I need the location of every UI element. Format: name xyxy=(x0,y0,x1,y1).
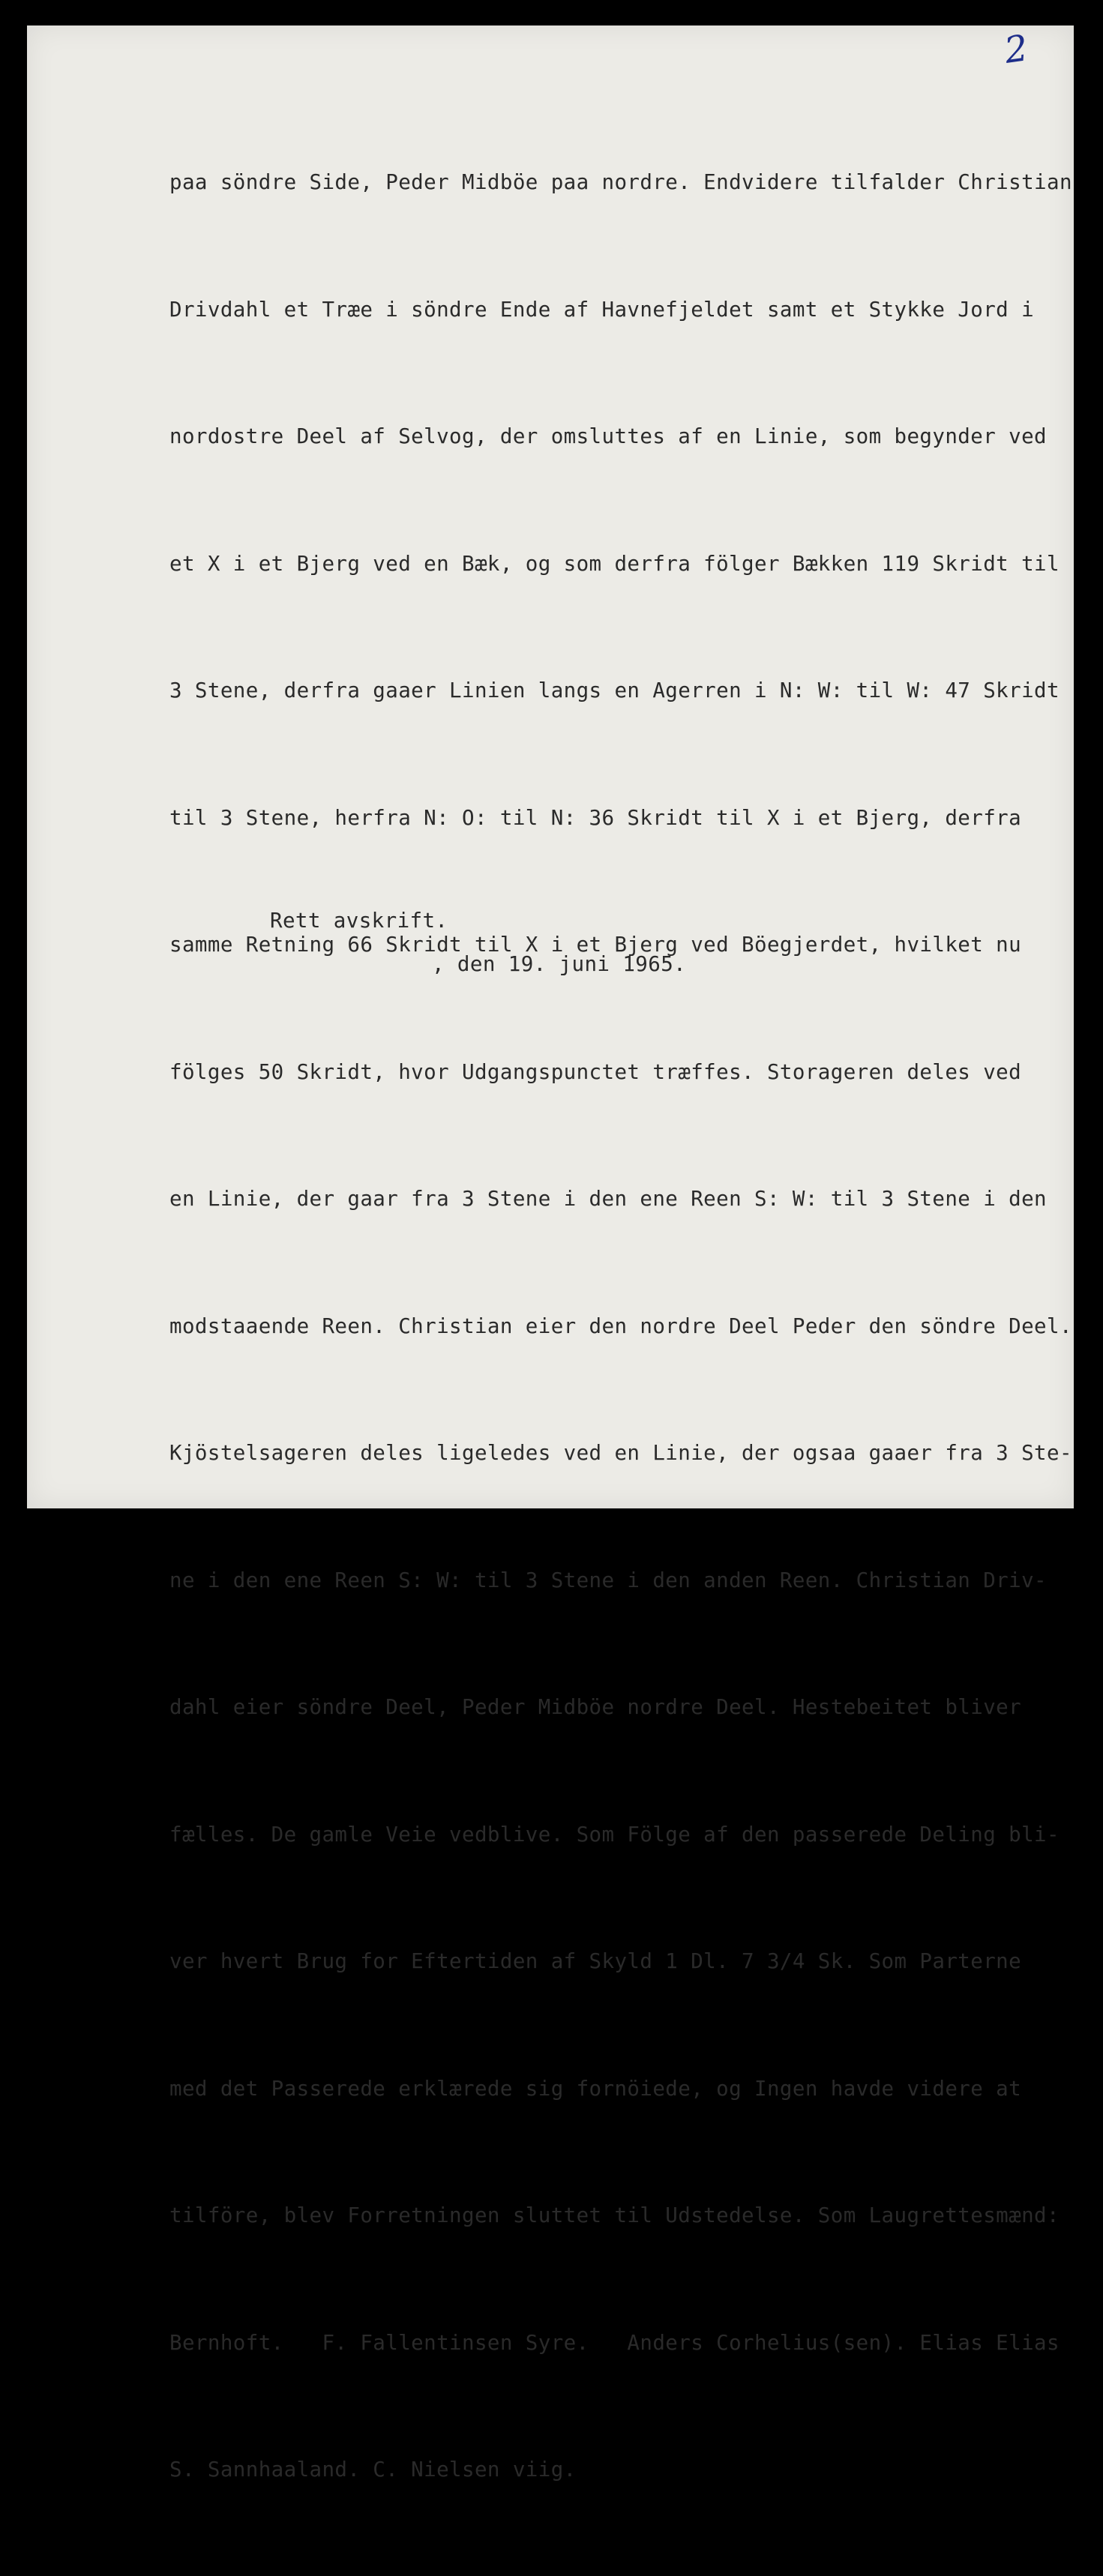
text-line: med det Passerede erklærede sig fornöiede, og Ingen havde videre at xyxy=(169,2076,1022,2101)
attestation: Rett avskrift. xyxy=(270,909,448,933)
text-line: paa söndre Side, Peder Midböe paa nordre. Endvidere tilfalder Christian xyxy=(169,170,1072,194)
text-line: en Linie, der gaar fra 3 Stene i den ene Reen S: W: til 3 Stene i den xyxy=(169,1187,1047,1211)
text-line: dahl eier söndre Deel, Peder Midböe nordre Deel. Hestebeitet bliver xyxy=(169,1695,1022,1719)
dateline: , den 19. juni 1965. xyxy=(432,952,687,976)
text-line: tilföre, blev Forretningen sluttet til Udstedelse. Som Laugrettesmænd: xyxy=(169,2203,1060,2227)
text-line: Drivdahl et Træe i söndre Ende af Havnefjeldet samt et Stykke Jord i xyxy=(169,297,1035,322)
text-line: nordostre Deel af Selvog, der omsluttes af en Linie, som begynder ved xyxy=(169,424,1047,448)
text-line: til 3 Stene, herfra N: O: til N: 36 Skridt til X i et Bjerg, derfra xyxy=(169,805,1022,830)
body-text xyxy=(169,76,1077,2576)
text-line: Kjöstelsageren deles ligeledes ved en Linie, der ogsaa gaaer fra 3 Ste- xyxy=(169,1441,1072,1465)
text-line: modstaaende Reen. Christian eier den nordre Deel Peder den söndre Deel. xyxy=(169,1313,1072,1338)
text-line: ne i den ene Reen S: W: til 3 Stene i den anden Reen. Christian Driv- xyxy=(169,1568,1047,1592)
text-line: fælles. De gamle Veie vedblive. Som Fölge af den passerede Deling bli- xyxy=(169,1822,1060,1847)
text-line: fölges 50 Skridt, hvor Udgangspunctet træffes. Storageren deles ved xyxy=(169,1059,1022,1084)
text-line: Bernhoft. F. Fallentinsen Syre. Anders Corhelius(sen). Elias Elias xyxy=(169,2330,1060,2355)
page-number: 2 xyxy=(1002,27,1031,72)
text-line: ver hvert Brug for Eftertiden af Skyld 1 Dl. 7 3/4 Sk. Som Parterne xyxy=(169,1949,1022,1973)
text-line: 3 Stene, derfra gaaer Linien langs en Agerren i N: W: til W: 47 Skridt xyxy=(169,678,1060,702)
text-line: et X i et Bjerg ved en Bæk, og som derfra fölger Bækken 119 Skridt til xyxy=(169,551,1060,576)
text-line: S. Sannhaaland. C. Nielsen viig. xyxy=(169,2458,577,2482)
text-line: samme Retning 66 Skridt til X i et Bjerg ved Böegjerdet, hvilket nu xyxy=(169,933,1022,957)
